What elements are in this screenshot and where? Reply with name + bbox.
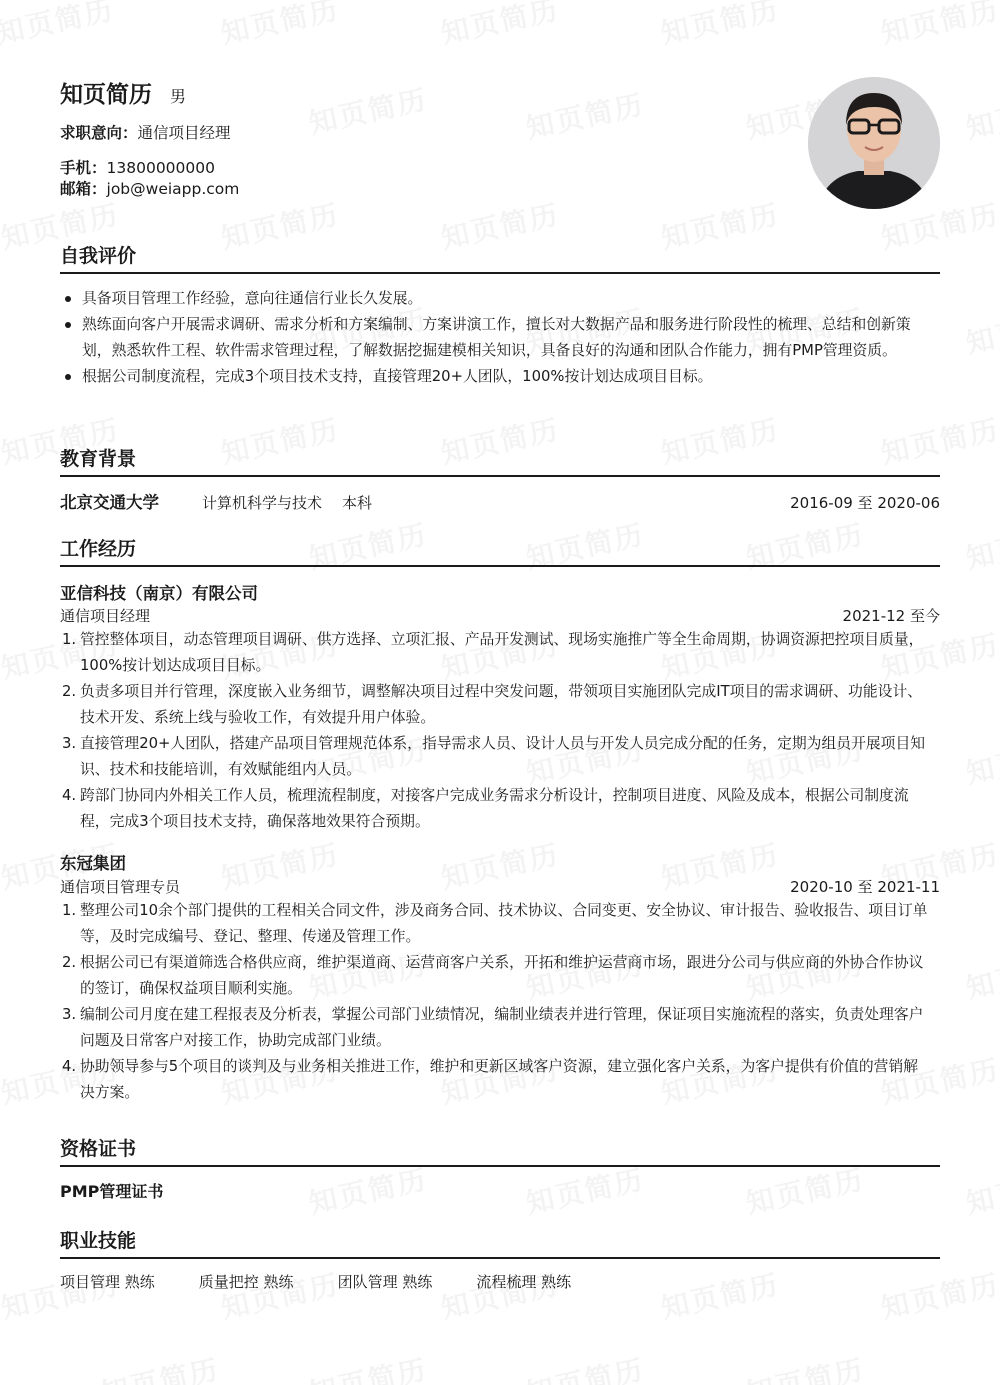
watermark-text — [877, 1263, 1000, 1327]
phone-value: 13800000000 — [106, 159, 215, 177]
watermark-text — [305, 1348, 431, 1385]
list-item: 具备项目管理工作经验，意向往通信行业长久发展。 — [60, 286, 940, 312]
watermark-text — [877, 0, 1000, 52]
watermark-text — [962, 298, 1000, 362]
watermark-text — [962, 1158, 1000, 1222]
watermark-text — [742, 1158, 868, 1222]
watermark-text — [305, 1158, 431, 1222]
list-item: 4. 协助领导参与5个项目的谈判及与业务相关推进工作，维护和更新区域客户资源，建立强化客户关系，为客户提供有价值的营销解决方案。 — [62, 1058, 919, 1101]
watermark-text — [962, 513, 1000, 577]
job-role: 通信项目经理 — [60, 607, 151, 625]
job-intent-label: 求职意向： — [60, 124, 138, 142]
list-item: 4. 跨部门协同内外相关工作人员，梳理流程制度，对接客户完成业务需求分析设计，控制项目进度、风险及成本，根据公司制度流程，完成3个项目技术支持，确保落地效果符合预期。 — [62, 787, 909, 830]
list-item: 2. 根据公司已有渠道筛选合格供应商，维护渠道商、运营商客户关系，开拓和维护运营商市场，跟进分公司与供应商的外协合作协议的签订，确保权益项目顺利实施。 — [62, 954, 924, 997]
job-role-row — [60, 876, 940, 897]
watermark-text — [305, 78, 431, 142]
avatar-photo — [808, 77, 940, 209]
watermark-text — [962, 728, 1000, 792]
job-role-row — [60, 605, 940, 626]
list-item: 2. 负责多项目并行管理，深度嵌入业务细节，调整解决项目过程中突发问题，带领项目实施团队完成IT项目的需求调研、功能设计、技术开发、系统上线与验收工作，有效提升用户体验。 — [62, 683, 923, 726]
education-date: 2016-09 至 2020-06 — [790, 494, 940, 512]
watermark-text — [437, 0, 563, 52]
header-name-row — [60, 76, 186, 109]
watermark-text — [962, 83, 1000, 147]
list-item: 3. 直接管理20+人团队，搭建产品项目管理规范体系，指导需求人员、设计人员与开发人员完成分配的任务，定期为组员开展项目知识、技术和技能培训，有效赋能组内人员。 — [62, 735, 926, 778]
email-line — [60, 177, 239, 199]
watermark-text — [657, 0, 783, 52]
list-item: 熟练面向客户开展需求调研、需求分析和方案编制、方案讲演工作，擅长对大数据产品和服务进行阶段性的梳理、总结和创新策划，熟悉软件工程、软件需求管理过程，了解数据挖掘建模相关知识，具备良好的沟通和团队合作能力，拥有PMP管理资质。 — [60, 312, 940, 364]
job-date: 2021-12 至今 — [842, 607, 940, 625]
degree: 本科 — [342, 494, 373, 512]
email-value: job@weiapp.com — [106, 180, 240, 198]
skills-row — [60, 1271, 615, 1292]
watermark-text — [522, 1348, 648, 1385]
phone-label: 手机： — [60, 159, 107, 177]
skill-item: 团队管理 熟练 — [337, 1273, 433, 1291]
skill-item: 项目管理 熟练 — [60, 1273, 155, 1291]
skill-item: 质量把控 熟练 — [198, 1273, 294, 1291]
phone-line — [60, 156, 215, 178]
company-name: 亚信科技（南京）有限公司 — [60, 584, 258, 603]
list-item: 1. 整理公司10余个部门提供的工程相关合同文件，涉及商务合同、技术协议、合同变更、安全协议、审计报告、验收报告、项目订单等，及时完成编号、登记、整理、传递及管理工作。 — [62, 902, 928, 945]
candidate-gender: 男 — [170, 87, 187, 106]
job-intent-value: 通信项目经理 — [137, 124, 231, 142]
section-title-self-eval: 自我评价 — [60, 241, 940, 274]
list-item: 3. 编制公司月度在建工程报表及分析表，掌握公司部门业绩情况，编制业绩表并进行管理，保证项目实施流程的落实，负责处理客户问题及日常客户对接工作，协助完成部门业绩。 — [62, 1006, 924, 1049]
section-title-certs: 资格证书 — [60, 1134, 940, 1167]
watermark-text — [742, 1348, 868, 1385]
candidate-name: 知页简历 — [60, 82, 152, 108]
job-role: 通信项目管理专员 — [60, 878, 181, 896]
job-date: 2020-10 至 2021-11 — [790, 878, 940, 896]
section-title-skills: 职业技能 — [60, 1226, 940, 1259]
skill-item: 流程梳理 熟练 — [476, 1273, 572, 1291]
company-name: 东冠集团 — [60, 854, 126, 873]
school-name: 北京交通大学 — [60, 493, 159, 512]
avatar — [808, 77, 940, 209]
watermark-text — [0, 0, 118, 52]
list-item: 根据公司制度流程，完成3个项目技术支持，直接管理20+人团队，100%按计划达成项目目标。 — [60, 364, 940, 390]
email-label: 邮箱： — [60, 180, 107, 198]
major: 计算机科学与技术 — [202, 494, 323, 512]
watermark-text — [657, 1263, 783, 1327]
section-title-work: 工作经历 — [60, 534, 940, 567]
job-duties-list — [60, 898, 930, 1106]
education-row — [60, 489, 940, 513]
job-intent — [60, 121, 231, 143]
cert-item: PMP管理证书 — [60, 1182, 164, 1201]
watermark-text — [217, 0, 343, 52]
watermark-text — [97, 1348, 223, 1385]
section-title-education: 教育背景 — [60, 444, 940, 477]
watermark-text — [522, 83, 648, 147]
list-item: 1. 管控整体项目，动态管理项目调研、供方选择、立项汇报、产品开发测试、现场实施推广等全生命周期，协调资源把控项目质量，100%按计划达成项目目标。 — [62, 631, 924, 674]
self-eval-list — [60, 286, 940, 390]
watermark-text — [962, 943, 1000, 1007]
job-duties-list — [60, 627, 930, 835]
watermark-text — [522, 1158, 648, 1222]
